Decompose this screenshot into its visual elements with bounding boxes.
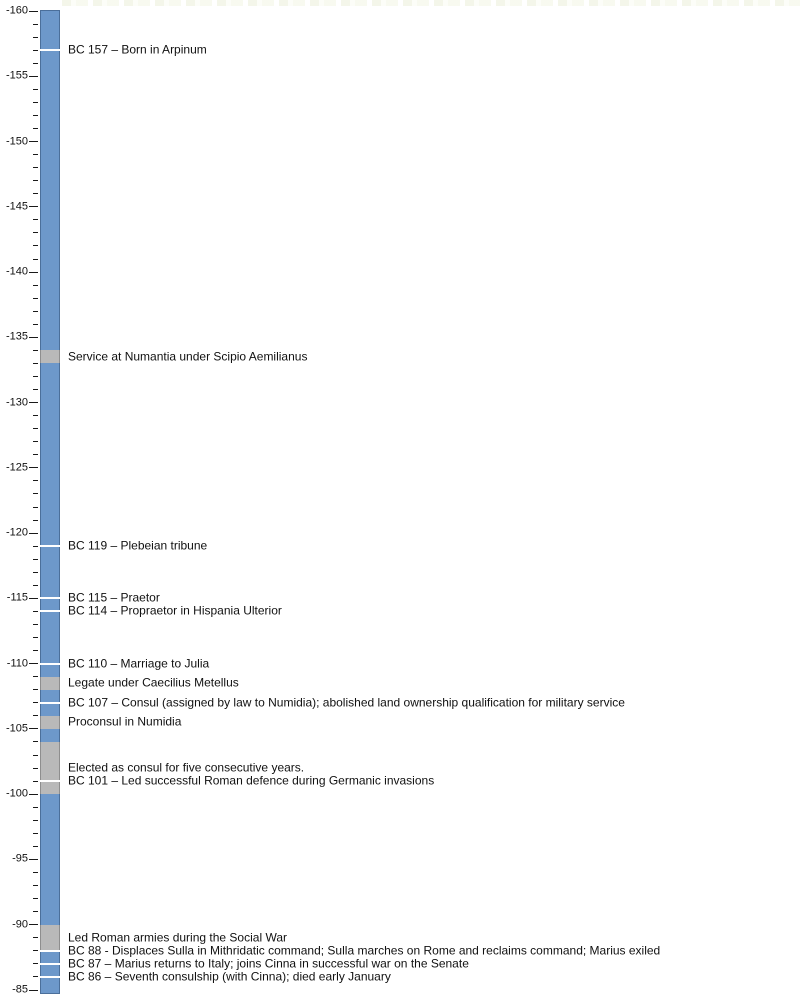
minor-tick: [33, 441, 38, 442]
major-tick: [29, 141, 38, 142]
minor-tick: [33, 781, 38, 782]
period-label: Service at Numantia under Scipio Aemilianus: [68, 349, 308, 364]
minor-tick: [33, 872, 38, 873]
minor-tick: [33, 89, 38, 90]
minor-tick: [33, 950, 38, 951]
period-segment: [40, 716, 60, 729]
minor-tick: [33, 807, 38, 808]
minor-tick: [33, 37, 38, 38]
major-tick: [29, 728, 38, 729]
period-label: Legate under Caecilius Metellus: [68, 675, 239, 690]
minor-tick: [33, 650, 38, 651]
event-marker-line: [40, 49, 60, 51]
event-marker-line: [40, 976, 60, 978]
major-tick: [29, 272, 38, 273]
event-label: BC 110 – Marriage to Julia: [68, 656, 210, 671]
major-tick: [29, 11, 38, 12]
major-tick: [29, 76, 38, 77]
minor-tick: [33, 898, 38, 899]
axis-tick-label: -90: [12, 918, 28, 931]
minor-tick: [33, 259, 38, 260]
minor-tick: [33, 428, 38, 429]
minor-tick: [33, 311, 38, 312]
minor-tick: [33, 976, 38, 977]
minor-tick: [33, 689, 38, 690]
event-label: BC 87 – Marius returns to Italy; joins Cinna in successful war on the Senate: [68, 956, 469, 971]
minor-tick: [33, 885, 38, 886]
minor-tick: [33, 493, 38, 494]
period-label: Elected as consul for five consecutive years.: [68, 760, 305, 775]
minor-tick: [33, 167, 38, 168]
minor-tick: [33, 846, 38, 847]
event-label: BC 101 – Led successful Roman defence during Germanic invasions: [68, 773, 435, 788]
event-label: BC 157 – Born in Arpinum: [68, 42, 207, 57]
period-segment: [40, 350, 60, 363]
major-tick: [29, 467, 38, 468]
axis-tick-label: -150: [5, 135, 28, 148]
major-tick: [29, 990, 38, 991]
axis-tick-label: -160: [5, 4, 28, 17]
axis-tick-label: -95: [12, 852, 28, 865]
event-label: BC 86 – Seventh consulship (with Cinna); died early January: [68, 969, 391, 984]
minor-tick: [33, 572, 38, 573]
major-tick: [29, 337, 38, 338]
minor-tick: [33, 219, 38, 220]
minor-tick: [33, 24, 38, 25]
axis-tick-label: -115: [6, 591, 28, 604]
minor-tick: [33, 376, 38, 377]
major-tick: [29, 663, 38, 664]
minor-tick: [33, 559, 38, 560]
minor-tick: [33, 415, 38, 416]
minor-tick: [33, 389, 38, 390]
major-tick: [29, 794, 38, 795]
major-tick: [29, 206, 38, 207]
axis-tick-label: -120: [5, 526, 28, 539]
minor-tick: [33, 937, 38, 938]
period-label: Proconsul in Numidia: [68, 714, 182, 729]
axis-tick-label: -155: [5, 69, 28, 82]
event-label: BC 115 – Praetor: [68, 590, 160, 605]
minor-tick: [33, 350, 38, 351]
minor-tick: [33, 585, 38, 586]
minor-tick: [33, 741, 38, 742]
major-tick: [29, 859, 38, 860]
minor-tick: [33, 115, 38, 116]
minor-tick: [33, 637, 38, 638]
period-segment: [40, 742, 60, 794]
axis-tick-label: -100: [5, 787, 28, 800]
minor-tick: [33, 128, 38, 129]
minor-tick: [33, 454, 38, 455]
axis-tick-label: -130: [5, 396, 28, 409]
minor-tick: [33, 285, 38, 286]
period-segment: [40, 925, 60, 951]
lifespan-bar: [40, 10, 60, 994]
minor-tick: [33, 480, 38, 481]
minor-tick: [33, 702, 38, 703]
major-tick: [29, 402, 38, 403]
minor-tick: [33, 232, 38, 233]
axis-tick-label: -145: [5, 200, 28, 213]
minor-tick: [33, 324, 38, 325]
event-label: BC 107 – Consul (assigned by law to Numidia); abolished land ownership qualification for military service: [68, 695, 625, 710]
minor-tick: [33, 755, 38, 756]
event-marker-line: [40, 597, 60, 599]
minor-tick: [33, 715, 38, 716]
minor-tick: [33, 154, 38, 155]
minor-tick: [33, 820, 38, 821]
event-marker-line: [40, 963, 60, 965]
event-marker-line: [40, 780, 60, 782]
axis-tick-label: -110: [6, 657, 28, 670]
minor-tick: [33, 363, 38, 364]
minor-tick: [33, 611, 38, 612]
axis-tick-label: -140: [5, 265, 28, 278]
period-segment: [40, 677, 60, 690]
major-tick: [29, 924, 38, 925]
minor-tick: [33, 768, 38, 769]
minor-tick: [33, 507, 38, 508]
minor-tick: [33, 963, 38, 964]
minor-tick: [33, 63, 38, 64]
event-marker-line: [40, 545, 60, 547]
minor-tick: [33, 180, 38, 181]
axis-tick-label: -105: [5, 722, 28, 735]
minor-tick: [33, 546, 38, 547]
event-label: BC 114 – Propraetor in Hispania Ulterior: [68, 603, 282, 618]
axis-tick-label: -135: [5, 330, 28, 343]
axis-tick-label: -125: [5, 461, 28, 474]
minor-tick: [33, 50, 38, 51]
minor-tick: [33, 298, 38, 299]
minor-tick: [33, 833, 38, 834]
minor-tick: [33, 520, 38, 521]
event-label: BC 119 – Plebeian tribune: [68, 538, 208, 553]
minor-tick: [33, 624, 38, 625]
event-marker-line: [40, 663, 60, 665]
minor-tick: [33, 245, 38, 246]
minor-tick: [33, 911, 38, 912]
major-tick: [29, 598, 38, 599]
event-marker-line: [40, 702, 60, 704]
major-tick: [29, 533, 38, 534]
axis-tick-label: -85: [12, 983, 28, 996]
period-label: Led Roman armies during the Social War: [68, 930, 287, 945]
minor-tick: [33, 676, 38, 677]
minor-tick: [33, 193, 38, 194]
minor-tick: [33, 102, 38, 103]
event-label: BC 88 - Displaces Sulla in Mithridatic command; Sulla marches on Rome and reclaims command; Marius exiled: [68, 943, 661, 958]
event-marker-line: [40, 610, 60, 612]
event-marker-line: [40, 950, 60, 952]
